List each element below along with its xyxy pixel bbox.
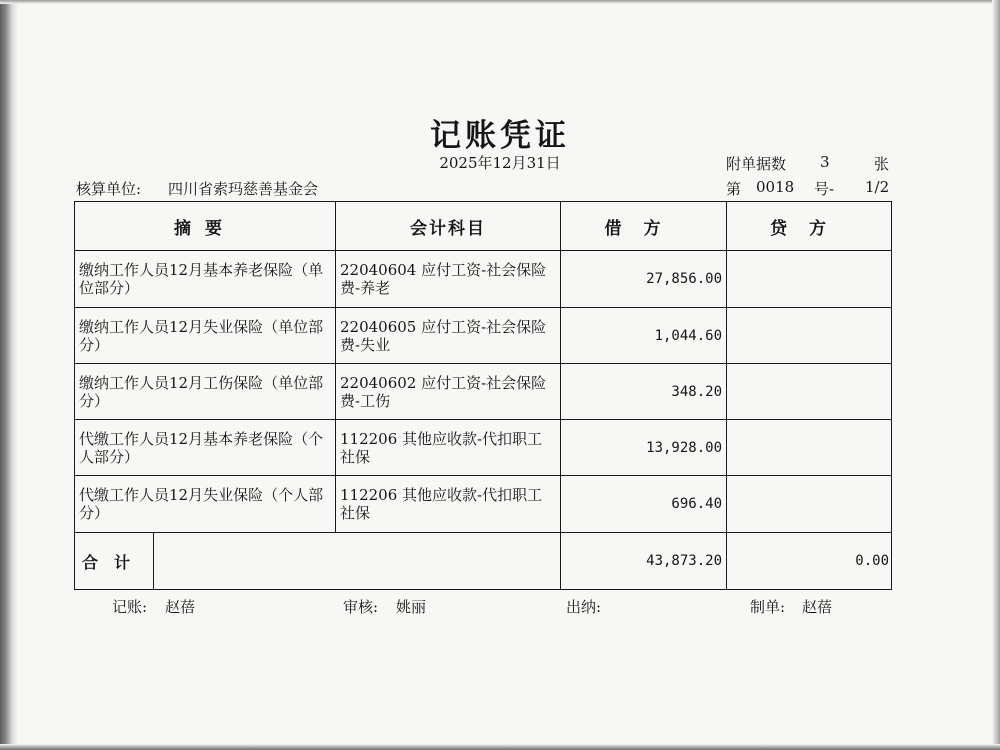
total-debit: 43,873.20 xyxy=(561,533,727,590)
preparer-name: 赵蓓 xyxy=(802,598,833,616)
unit-label: 核算单位: xyxy=(76,180,142,198)
row-account: 22040604 应付工资-社会保险费-养老 xyxy=(336,251,561,308)
total-credit: 0.00 xyxy=(727,533,892,590)
row-credit xyxy=(727,364,892,420)
scan-left-edge xyxy=(0,0,18,750)
table-row xyxy=(75,476,892,533)
attach-count: 3 xyxy=(820,153,830,171)
voucher-no-value: 0018 xyxy=(756,178,795,196)
reviewer-name: 姚丽 xyxy=(396,598,427,616)
total-row xyxy=(75,533,892,590)
row-account: 22040602 应付工资-社会保险费-工伤 xyxy=(336,364,561,420)
header-summary: 摘要 xyxy=(75,202,336,251)
total-blank xyxy=(154,533,560,589)
voucher-table xyxy=(74,201,892,590)
scan-bottom-edge xyxy=(0,744,1000,750)
row-account: 112206 其他应收款-代扣职工社保 xyxy=(336,420,561,476)
preparer-label: 制单: xyxy=(750,598,786,616)
voucher-date: 2025年12月31日 xyxy=(439,154,561,172)
scan-right-edge xyxy=(992,0,1000,750)
attach-label: 附单据数 xyxy=(726,155,787,173)
voucher-page: 1/2 xyxy=(865,178,890,196)
row-debit: 348.20 xyxy=(561,364,727,420)
row-debit: 27,856.00 xyxy=(561,251,727,308)
total-label-cell xyxy=(75,533,561,590)
bookkeeper-label: 记账: xyxy=(112,598,148,616)
row-account: 112206 其他应收款-代扣职工社保 xyxy=(336,476,561,533)
table-row xyxy=(75,364,892,420)
row-debit: 13,928.00 xyxy=(561,420,727,476)
bookkeeper-name: 赵蓓 xyxy=(165,598,196,616)
row-credit xyxy=(727,420,892,476)
total-label: 合计 xyxy=(75,533,154,589)
row-account: 22040605 应付工资-社会保险费-失业 xyxy=(336,308,561,364)
header-debit: 借方 xyxy=(561,202,727,251)
scan-top-edge xyxy=(0,0,1000,4)
row-credit xyxy=(727,308,892,364)
attach-unit: 张 xyxy=(874,155,890,173)
row-summary: 缴纳工作人员12月工伤保险（单位部分） xyxy=(75,364,336,420)
reviewer-label: 审核: xyxy=(343,598,379,616)
header-credit: 贷方 xyxy=(727,202,892,251)
header-account: 会计科目 xyxy=(336,202,561,251)
header-row xyxy=(75,202,892,251)
unit-name: 四川省索玛慈善基金会 xyxy=(168,180,319,198)
table-row xyxy=(75,420,892,476)
row-debit: 696.40 xyxy=(561,476,727,533)
row-credit xyxy=(727,476,892,533)
row-summary: 缴纳工作人员12月基本养老保险（单位部分） xyxy=(75,251,336,308)
row-credit xyxy=(727,251,892,308)
row-summary: 代缴工作人员12月失业保险（个人部分） xyxy=(75,476,336,533)
voucher-no-prefix: 第 xyxy=(726,180,742,198)
table-row xyxy=(75,308,892,364)
row-debit: 1,044.60 xyxy=(561,308,727,364)
table-row xyxy=(75,251,892,308)
row-summary: 代缴工作人员12月基本养老保险（个人部分） xyxy=(75,420,336,476)
cashier-label: 出纳: xyxy=(566,598,602,616)
voucher-no-suffix: 号- xyxy=(814,180,835,198)
row-summary: 缴纳工作人员12月失业保险（单位部分） xyxy=(75,308,336,364)
voucher-title: 记账凭证 xyxy=(430,118,570,154)
